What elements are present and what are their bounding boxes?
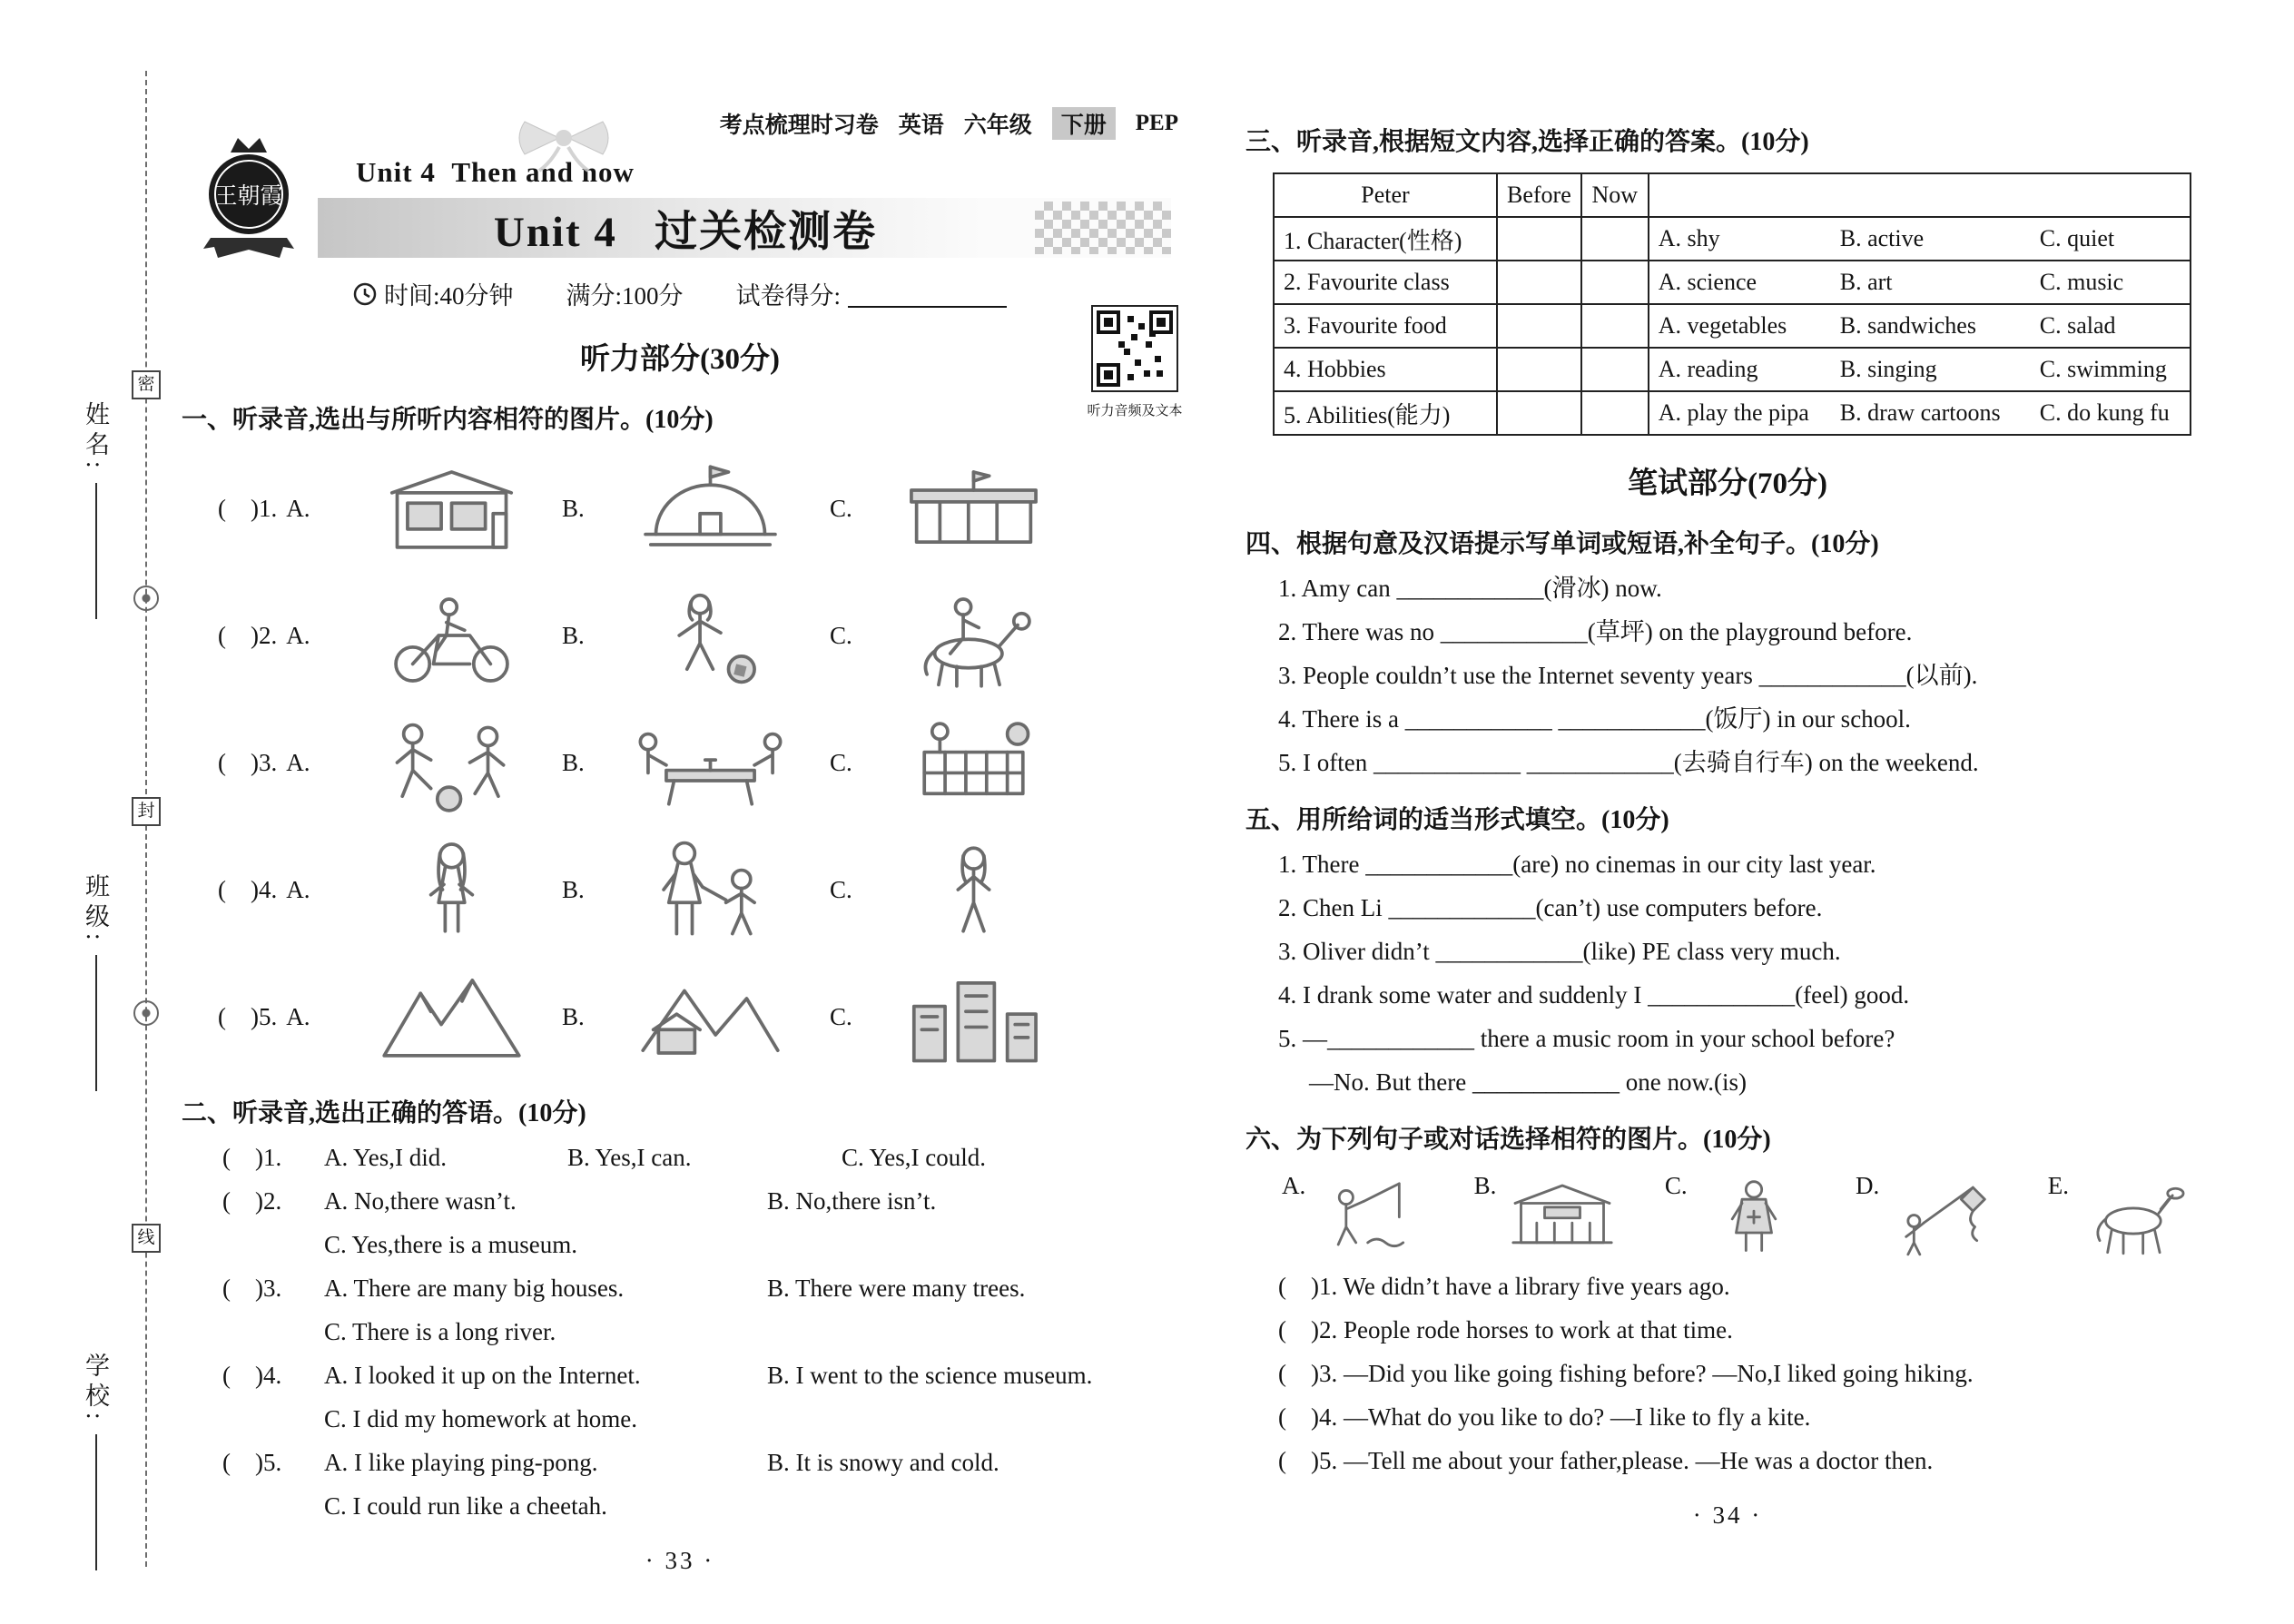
option-c: C. do kung fu <box>2039 399 2170 426</box>
option-letter: B. <box>562 1002 585 1030</box>
now-cell <box>1581 391 1649 435</box>
picture-horse <box>2076 1172 2194 1258</box>
option-a: A. Yes,I did. <box>324 1144 448 1171</box>
option-b: B. It is snowy and cold. <box>767 1449 999 1476</box>
section3-title: 三、听录音,根据短文内容,选择正确的答案。(10分) <box>1245 128 1809 156</box>
picture-doctor <box>1695 1172 1813 1258</box>
table-row <box>1274 304 2191 348</box>
option-c: C. Yes,I could. <box>842 1144 987 1171</box>
table-row <box>1274 261 2191 304</box>
fill-blank-item: —No. But there ____________ one now.(is) <box>1309 1068 1747 1096</box>
answer-paren: ( )3. <box>222 1275 282 1302</box>
header-grade: 六年级 <box>963 113 1032 138</box>
class-field <box>78 873 113 1091</box>
option-b: B. art <box>1839 269 1893 295</box>
option-letter: B. <box>562 748 585 776</box>
fill-blank-item: 4. I drank some water and suddenly I ____________(feel) good. <box>1278 981 1910 1009</box>
option-c: C. swimming <box>2039 356 2167 382</box>
option-letter: B. <box>1473 1172 1497 1199</box>
section6-title: 六、为下列句子或对话选择相符的图片。(10分) <box>1245 1126 1771 1154</box>
match-item: ( )1. We didn’t have a library five years ago. <box>1278 1273 1730 1300</box>
answer-line <box>222 1448 1178 1478</box>
page-number-34: · 34 · <box>1692 1501 1763 1529</box>
page-33 <box>182 107 1183 1575</box>
fill-blank-item: 5. I often ____________ ____________(去骑自行车) on the weekend. <box>1278 749 1979 776</box>
score-blank <box>848 281 1007 308</box>
option-c: C. I could run like a cheetah. <box>324 1492 607 1520</box>
picture-kids-football <box>372 708 540 817</box>
table-header-before: Before <box>1497 173 1581 217</box>
picture-boy-fishing <box>1313 1172 1431 1258</box>
option-letter: A. <box>286 621 310 649</box>
picture-playground-fence <box>894 708 1062 817</box>
option-a: A. reading <box>1658 356 1758 382</box>
page-number-33: · 33 · <box>645 1547 715 1574</box>
option-letter: B. <box>562 875 585 903</box>
row-label: 4. Hobbies <box>1274 348 1497 391</box>
section1-title: 一、听录音,选出与所听内容相符的图片。(10分) <box>182 406 714 434</box>
answer-line <box>222 1317 1178 1347</box>
seal-char-xian: 线 <box>132 1224 161 1253</box>
page-header <box>182 107 1178 140</box>
option-letter: A. <box>286 494 310 522</box>
picture-question-row-5 <box>218 962 1178 1071</box>
name-blank-line <box>95 483 97 619</box>
fill-blank-item: 2. There was no ____________(草坪) on the playground before. <box>1278 618 1913 645</box>
option-letter: B. <box>562 621 585 649</box>
picture-mother-and-child <box>631 835 808 944</box>
before-cell <box>1497 348 1581 391</box>
answer-paren: ( )1. <box>222 1144 282 1171</box>
answer-paren: ( )2. <box>218 621 278 649</box>
written-part-header: 笔试部分(70分) <box>1628 468 1827 500</box>
option-letter: A. <box>286 748 310 776</box>
picture-question-row-2 <box>218 581 1178 690</box>
answer-paren: ( )4. <box>218 875 278 903</box>
option-letter: C. <box>830 1002 852 1030</box>
before-cell <box>1497 217 1581 261</box>
page-34 <box>1245 107 2210 1530</box>
option-b: B. I went to the science museum. <box>767 1362 1093 1389</box>
picture-mountain-village <box>631 962 808 1071</box>
fill-blank-item: 1. There ____________(are) no cinemas in our city last year. <box>1278 851 1876 878</box>
clock-icon <box>353 282 377 306</box>
match-item: ( )4. —What do you like to do? —I like to fly a kite. <box>1278 1403 1811 1431</box>
decorative-seal-icon <box>133 1000 159 1026</box>
name-field <box>78 401 113 619</box>
option-b: B. No,there isn’t. <box>767 1187 937 1215</box>
picture-riding-horse <box>894 581 1062 690</box>
answer-line <box>222 1143 1178 1173</box>
match-item: ( )2. People rode horses to work at that time. <box>1278 1316 1733 1343</box>
table-row <box>1274 217 2191 261</box>
option-b: B. active <box>1839 225 1925 251</box>
row-label: 3. Favourite food <box>1274 304 1497 348</box>
option-c: C. There is a long river. <box>324 1318 556 1345</box>
fill-blank-item: 1. Amy can ____________(滑冰) now. <box>1278 575 1662 602</box>
answer-line <box>222 1186 1178 1216</box>
before-cell <box>1497 261 1581 304</box>
fill-blank-item: 5. —____________ there a music room in your school before? <box>1278 1025 1895 1052</box>
picture-table-tennis <box>631 708 808 817</box>
option-letter: C. <box>830 875 852 903</box>
ribbon-bow-icon <box>505 111 623 181</box>
option-c: C. Yes,there is a museum. <box>324 1231 577 1258</box>
section6-items <box>1278 1272 2210 1476</box>
match-item: ( )5. —Tell me about your father,please. —He was a doctor then. <box>1278 1447 1934 1474</box>
qr-caption: 听力音频及文本 <box>1087 404 1183 418</box>
school-label: 学校: <box>82 1353 109 1425</box>
match-item: ( )3. —Did you like going fishing before? —No,I liked going hiking. <box>1278 1360 1974 1387</box>
table-header-options <box>1649 173 2191 217</box>
exam-meta-line <box>182 276 1178 311</box>
answer-line <box>222 1274 1178 1304</box>
now-cell <box>1581 217 1649 261</box>
class-label: 班级: <box>82 873 109 946</box>
header-volume: 下册 <box>1052 107 1116 140</box>
picture-library-building <box>1503 1172 1621 1258</box>
brand-logo <box>198 131 300 273</box>
option-a: A. vegetables <box>1658 312 1787 339</box>
table-row <box>1274 348 2191 391</box>
option-c: C. I did my homework at home. <box>324 1405 637 1432</box>
listening-table <box>1273 172 2191 436</box>
paper-title: Unit 4 过关检测卷 <box>493 208 878 256</box>
option-a: A. I looked it up on the Internet. <box>324 1362 641 1389</box>
answer-paren: ( )3. <box>218 748 278 776</box>
checker-pattern <box>1035 202 1171 254</box>
table-header-now: Now <box>1581 173 1649 217</box>
now-cell <box>1581 348 1649 391</box>
name-label: 姓名: <box>82 401 109 474</box>
now-cell <box>1581 261 1649 304</box>
header-edition: PEP <box>1135 111 1178 135</box>
audio-qr-block <box>1085 305 1185 419</box>
unit-subtitle: Unit 4 Then and now <box>356 156 635 188</box>
header-series: 考点梳理时习卷 <box>719 113 879 138</box>
section4-title: 四、根据句意及汉语提示写单词或短语,补全句子。(10分) <box>1245 530 1879 558</box>
answer-line <box>222 1230 1178 1260</box>
picture-city-buildings <box>894 962 1062 1071</box>
picture-house-window <box>372 454 540 563</box>
option-c: C. music <box>2039 269 2124 295</box>
before-cell <box>1497 304 1581 348</box>
option-c: C. quiet <box>2039 225 2115 251</box>
school-blank-line <box>95 1434 97 1570</box>
answer-paren: ( )4. <box>222 1362 282 1389</box>
option-a: A. shy <box>1658 225 1720 251</box>
school-field <box>78 1353 113 1570</box>
option-a: A. I like playing ping-pong. <box>324 1449 598 1476</box>
option-letter: D. <box>1856 1172 1880 1199</box>
option-letter: A. <box>286 1002 310 1030</box>
row-label: 2. Favourite class <box>1274 261 1497 304</box>
picture-girl <box>894 835 1062 944</box>
fill-blank-item: 2. Chen Li ____________(can’t) use computers before. <box>1278 894 1823 921</box>
option-a: A. There are many big houses. <box>324 1275 625 1302</box>
option-letter: C. <box>830 621 852 649</box>
option-a: A. No,there wasn’t. <box>324 1187 517 1215</box>
picture-playing-football <box>631 581 808 690</box>
answer-line <box>222 1491 1178 1521</box>
option-b: B. There were many trees. <box>767 1275 1026 1302</box>
paper-title-bar <box>318 198 1171 258</box>
picture-girl-kite <box>1886 1172 2004 1258</box>
picture-mountains <box>372 962 540 1071</box>
option-letter: C. <box>830 494 852 522</box>
decorative-seal-icon <box>133 586 159 611</box>
option-b: B. Yes,I can. <box>567 1144 692 1171</box>
table-row <box>1274 391 2191 435</box>
option-b: B. draw cartoons <box>1839 399 2001 426</box>
full-score: 满分:100分 <box>566 282 684 310</box>
option-letter: A. <box>1282 1172 1306 1199</box>
option-letter: C. <box>1664 1172 1688 1199</box>
class-blank-line <box>95 955 97 1091</box>
option-letter: B. <box>562 494 585 522</box>
option-letter: C. <box>830 748 852 776</box>
fill-blank-item: 3. People couldn’t use the Internet seventy years ____________(以前). <box>1278 662 1978 689</box>
now-cell <box>1581 304 1649 348</box>
listening-part-header: 听力部分(30分) <box>580 343 780 376</box>
section4-items <box>1278 574 2210 778</box>
table-header-row <box>1274 173 2191 217</box>
section5-items <box>1278 850 2210 1097</box>
picture-girl-long-hair <box>372 835 540 944</box>
picture-question-row-3 <box>218 708 1178 817</box>
time-limit: 时间:40分钟 <box>383 282 514 310</box>
table-header-peter: Peter <box>1274 173 1497 217</box>
answer-paren: ( )5. <box>218 1002 278 1030</box>
header-subject: 英语 <box>898 113 944 138</box>
row-label: 1. Character(性格) <box>1274 217 1497 261</box>
before-cell <box>1497 391 1581 435</box>
section5-title: 五、用所给词的适当形式填空。(10分) <box>1245 806 1669 834</box>
option-c: C. salad <box>2039 312 2116 339</box>
section2-title: 二、听录音,选出正确的答语。(10分) <box>182 1099 586 1127</box>
option-a: A. science <box>1658 269 1757 295</box>
row-label: 5. Abilities(能力) <box>1274 391 1497 435</box>
answer-line <box>222 1361 1178 1391</box>
picture-question-row-1 <box>218 454 1178 563</box>
option-a: A. play the pipa <box>1658 399 1809 426</box>
option-b: B. singing <box>1839 356 1937 382</box>
answer-paren: ( )5. <box>222 1449 282 1476</box>
picture-riding-bicycle <box>372 581 540 690</box>
answer-line <box>222 1404 1178 1434</box>
answer-paren: ( )1. <box>218 494 278 522</box>
qr-code <box>1091 305 1178 392</box>
picture-building-awning <box>894 454 1062 563</box>
answer-paren: ( )2. <box>222 1187 282 1215</box>
option-letter: A. <box>286 875 310 903</box>
option-b: B. sandwiches <box>1839 312 1976 339</box>
fill-blank-item: 3. Oliver didn’t ____________(like) PE class very much. <box>1278 938 1841 965</box>
seal-char-feng: 封 <box>132 797 161 826</box>
seal-char-mi: 密 <box>132 370 161 399</box>
brand-name: 王朝霞 <box>214 184 283 209</box>
section6-picture-row <box>1282 1172 2194 1258</box>
picture-science-museum <box>631 454 808 563</box>
score-label: 试卷得分: <box>735 282 842 310</box>
option-letter: E. <box>2047 1172 2069 1199</box>
picture-question-row-4 <box>218 835 1178 944</box>
fill-blank-item: 4. There is a ____________ ____________(饭厅) in our school. <box>1278 705 1911 733</box>
